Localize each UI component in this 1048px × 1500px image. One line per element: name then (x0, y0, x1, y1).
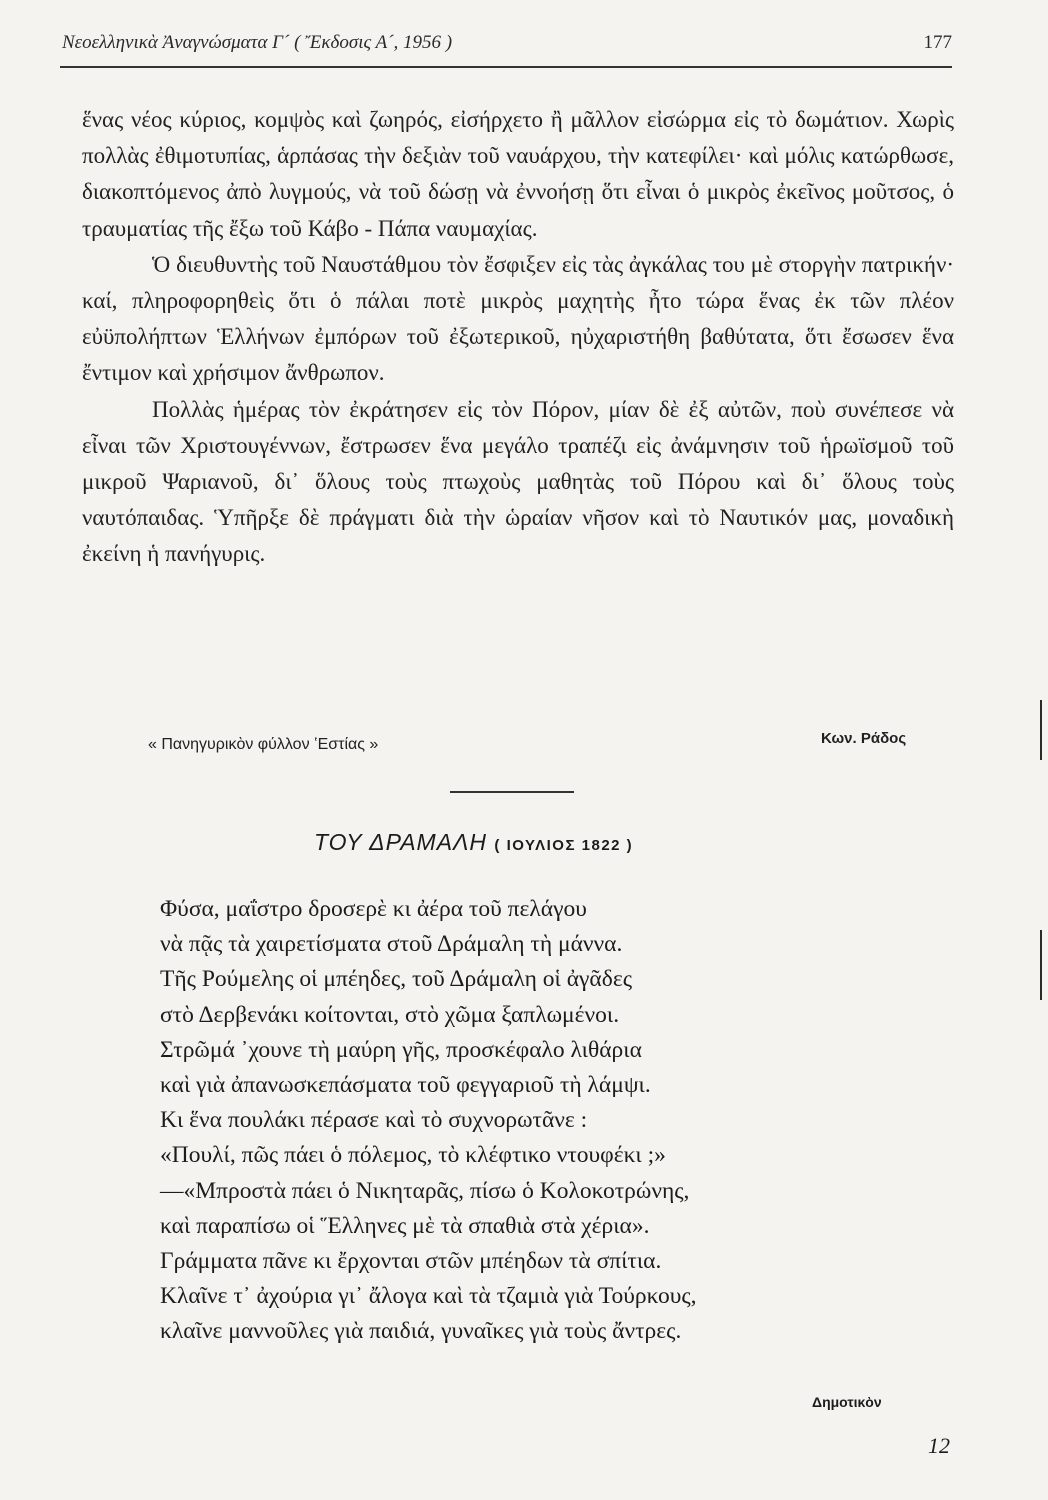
prose-paragraph-1: ἕνας νέος κύριος, κομψὸς καὶ ζωηρός, εἰσήρχετο ἢ μᾶλλον εἰσώρμα εἰς τὸ δωμάτιον. Χωρὶς πολλὰς ἐθιμοτυπίας, ἁρπάσας τὴν δεξιὰν τοῦ ναυάρχου, τὴν κατεφίλει· καὶ μόλις κατώρθωσε, διακοπτόμενος ἀπὸ λυγμούς, νὰ τοῦ δώσῃ νὰ ἐννοήσῃ ὅτι εἶναι ὁ μικρὸς ἐκεῖνος μοῦτσος, ὁ τραυματίας τῆς ἔξω τοῦ Κάβο - Πάπα ναυμαχίας. (82, 107, 954, 241)
poem-line: στὸ Δερβενάκι κοίτονται, στὸ χῶμα ξαπλωμένοι. (160, 1001, 620, 1028)
poem-line: κλαῖνε μαννοῦλες γιὰ παιδιά, γυναῖκες γιὰ τοὺς ἄντρες. (160, 1318, 682, 1345)
poem-subtitle: ( ΙΟΥΛΙΟΣ 1822 ) (494, 837, 634, 854)
scan-edge-mark (1040, 930, 1042, 1000)
poem-line: —«Μπροστὰ πάει ὁ Νικηταρᾶς, πίσω ὁ Κολοκοτρώνης, (160, 1177, 690, 1204)
running-header (62, 32, 952, 54)
poem-line: νὰ πᾷς τὰ χαιρετίσματα στοῦ Δράμαλη τὴ μάννα. (160, 931, 623, 958)
running-title: Νεοελληνικὰ Ἀναγνώσματα Γ´ ( Ἔκδοσις Α´, 1956 ) (62, 32, 453, 53)
source-publication: « Πανηγυρικὸν φύλλον ʽΕστίας » (148, 736, 379, 753)
poem-line: «Πουλί, πῶς πάει ὁ πόλεμος, τὸ κλέφτικο ντουφέκι ;» (160, 1142, 666, 1169)
section-divider (450, 791, 574, 793)
poem-title (314, 829, 814, 856)
poem-line: Γράμματα πᾶνε κι ἔρχονται στῶν μπέηδων τὰ σπίτια. (160, 1248, 662, 1275)
prose-paragraph-2: Ὁ διευθυντὴς τοῦ Ναυστάθμου τὸν ἔσφιξεν εἰς τὰς ἀγκάλας του μὲ στοργὴν πατρικήν· καί, πληροφορηθεὶς ὅτι ὁ πάλαι ποτὲ μικρὸς μαχητὴς ἦτο τώρα ἕνας ἐκ τῶν πλέον εὐϋπολήπτων Ἑλλήνων ἐμπόρων τοῦ ἐξωτερικοῦ, ηὐχαριστήθη βαθύτατα, ὅτι ἔσωσεν ἕνα ἔντιμον καὶ χρήσιμον ἄνθρωπον. (82, 251, 954, 386)
poem-body (160, 892, 920, 1350)
source-author: Κων. Ράδος (821, 730, 907, 747)
signature-number: 12 (928, 1433, 950, 1458)
poem-line: Στρῶμά ᾽χουνε τὴ μαύρη γῆς, προσκέφαλο λιθάρια (160, 1036, 642, 1063)
poem-line: Τῆς Ρούμελης οἱ μπέηδες, τοῦ Δράμαλη οἱ ἀγᾶδες (160, 966, 632, 993)
source-citation (148, 730, 948, 760)
poem-line: Κι ἕνα πουλάκι πέρασε καὶ τὸ συχνορωτᾶνε : (160, 1107, 588, 1134)
poem-line: Φύσα, μαΐστρο δροσερὲ κι ἀέρα τοῦ πελάγου (160, 896, 587, 922)
poem-line: καὶ παραπίσω οἱ Ἕλληνες μὲ τὰ σπαθιὰ στὰ χέρια». (160, 1212, 650, 1239)
prose-paragraph-3: Πολλὰς ἡμέρας τὸν ἐκράτησεν εἰς τὸν Πόρον, μίαν δὲ ἐξ αὐτῶν, ποὺ συνέπεσε νὰ εἶναι τῶν Χριστουγέννων, ἔστρωσεν ἕνα μεγάλο τραπέζι εἰς ἀνάμνησιν τοῦ ἡρωϊσμοῦ τοῦ μικροῦ Ψαριανοῦ, δι᾽ ὅλους τοὺς πτωχοὺς μαθητὰς τοῦ Πόρου καὶ δι᾽ ὅλους τοὺς ναυτόπαιδας. Ὑπῆρξε δὲ πράγματι διὰ τὴν ὡραίαν νῆσον καὶ τὸ Ναυτικόν μας, μοναδικὴ ἐκείνη ἡ πανήγυρις. (82, 396, 954, 567)
poem-line: Κλαῖνε τ᾽ ἀχούρια γι᾽ ἄλογα καὶ τὰ τζαμιὰ γιὰ Τούρκους, (160, 1283, 697, 1310)
poem-title-text: ΤΟΥ ΔΡΑΜΑΛΗ (314, 829, 488, 855)
scan-edge-mark (1040, 700, 1042, 760)
poem-line: καὶ γιὰ ἀπανωσκεπάσματα τοῦ φεγγαριοῦ τὴ λάμψι. (160, 1072, 651, 1099)
header-rule (60, 66, 952, 68)
poem-attribution: Δημοτικὸν (812, 1394, 882, 1410)
prose-text (82, 102, 954, 573)
page-number: 177 (923, 32, 952, 53)
